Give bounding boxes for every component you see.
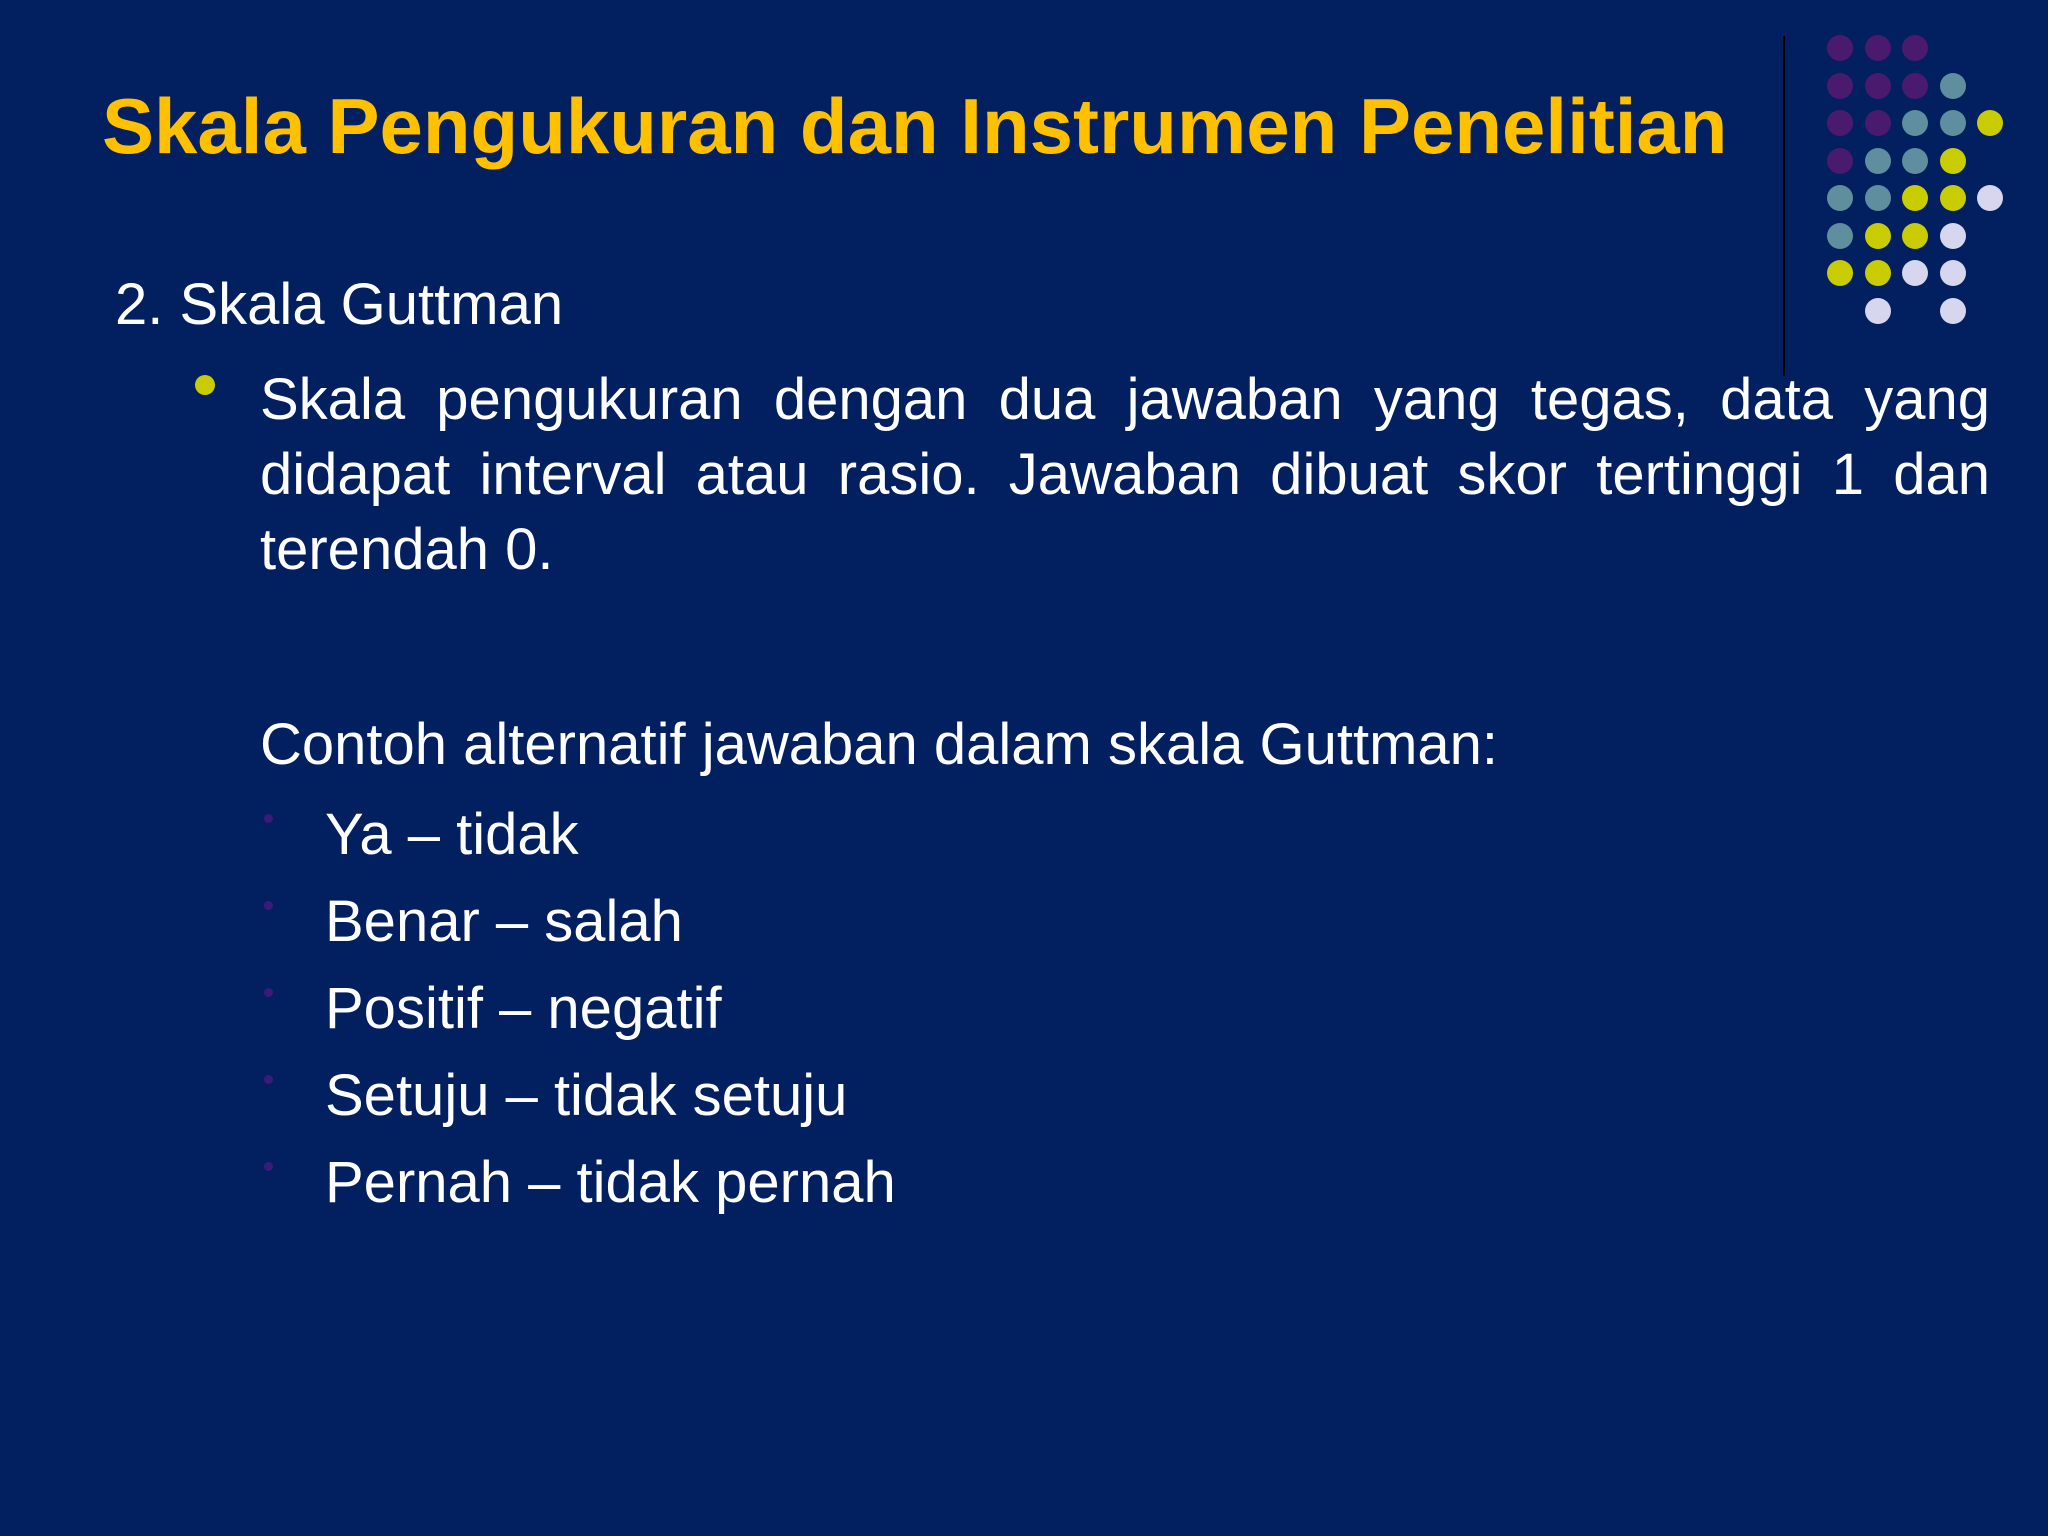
decorative-dot bbox=[1902, 223, 1928, 249]
decorative-dot bbox=[1940, 110, 1966, 136]
sub-bullet-icon bbox=[264, 901, 273, 910]
decorative-dot bbox=[1865, 223, 1891, 249]
sub-bullet-icon bbox=[264, 1162, 273, 1171]
decorative-dot bbox=[1977, 185, 2003, 211]
decorative-dot bbox=[1940, 260, 1966, 286]
sub-bullet-icon bbox=[264, 814, 273, 823]
decorative-dot bbox=[1902, 110, 1928, 136]
example-text: Ya – tidak bbox=[325, 802, 579, 867]
decorative-dot bbox=[1902, 185, 1928, 211]
example-text: Setuju – tidak setuju bbox=[325, 1063, 848, 1128]
decorative-dot bbox=[1865, 148, 1891, 174]
decorative-dot bbox=[1977, 110, 2003, 136]
decorative-dot bbox=[1827, 148, 1853, 174]
decorative-dot bbox=[1902, 73, 1928, 99]
example-text: Benar – salah bbox=[325, 889, 683, 954]
decorative-dot bbox=[1940, 148, 1966, 174]
decorative-dot bbox=[1827, 185, 1853, 211]
decorative-dot bbox=[1902, 260, 1928, 286]
decorative-dot bbox=[1940, 298, 1966, 324]
decorative-dot bbox=[1865, 260, 1891, 286]
decorative-dot bbox=[1827, 110, 1853, 136]
decorative-dot bbox=[1902, 148, 1928, 174]
divider-line bbox=[1783, 36, 1785, 376]
decorative-dot bbox=[1865, 73, 1891, 99]
decorative-dot bbox=[1827, 73, 1853, 99]
decorative-dot bbox=[1940, 223, 1966, 249]
decorative-dot bbox=[1827, 223, 1853, 249]
decorative-dot bbox=[1865, 298, 1891, 324]
example-text: Pernah – tidak pernah bbox=[325, 1150, 896, 1215]
decorative-dot bbox=[1865, 35, 1891, 61]
decorative-dot bbox=[1940, 185, 1966, 211]
bullet-dot-icon bbox=[195, 375, 215, 395]
example-text: Positif – negatif bbox=[325, 976, 722, 1041]
decorative-dot bbox=[1865, 185, 1891, 211]
decorative-dot bbox=[1865, 110, 1891, 136]
bullet-paragraph: Skala pengukuran dengan dua jawaban yang tegas, data yang didapat interval atau rasio. Jawaban dibuat skor tertinggi 1 dan terendah 0. bbox=[260, 367, 1990, 582]
slide-title: Skala Pengukuran dan Instrumen Penelitian bbox=[102, 82, 1728, 170]
examples-heading: Contoh alternatif jawaban dalam skala Guttman: bbox=[260, 712, 1499, 777]
sub-bullet-icon bbox=[264, 1075, 273, 1084]
decorative-dot bbox=[1827, 35, 1853, 61]
decorative-dot bbox=[1940, 73, 1966, 99]
sub-bullet-icon bbox=[264, 988, 273, 997]
decorative-dot bbox=[1827, 260, 1853, 286]
decorative-dot bbox=[1902, 35, 1928, 61]
section-heading: 2. Skala Guttman bbox=[115, 272, 564, 337]
